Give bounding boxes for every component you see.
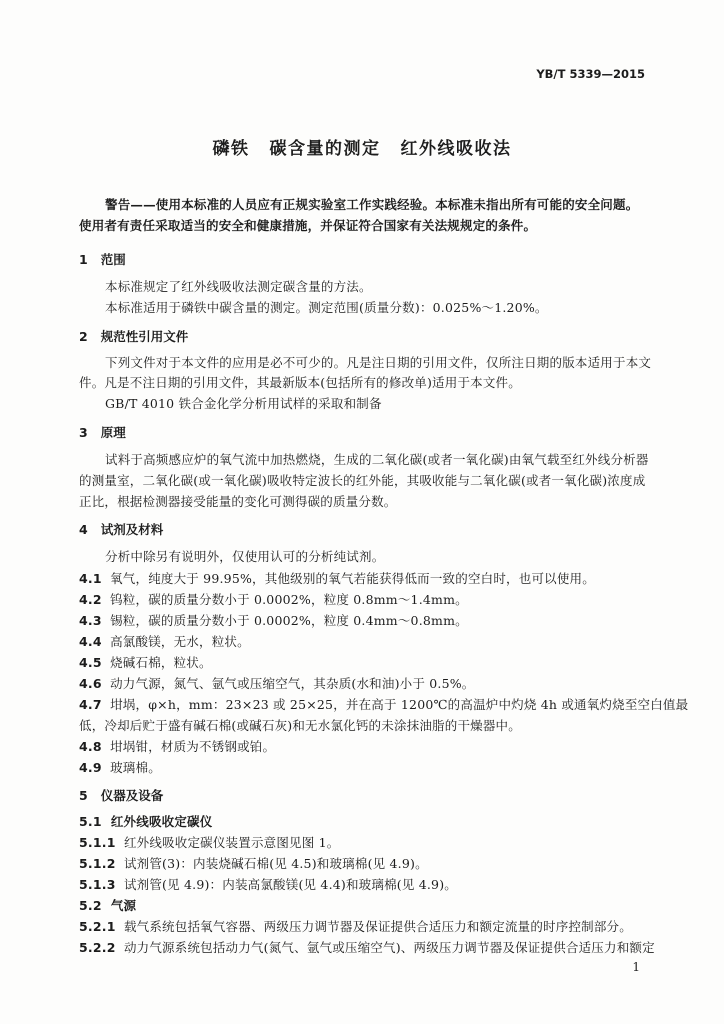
list-item-continuation: 低，冷却后贮于盛有碱石棉(或碱石灰)和无水氯化钙的未涂抹油脂的干燥器中。 (79, 718, 521, 733)
list-item (79, 917, 632, 935)
item-number: 4.8 (79, 739, 102, 754)
page-number: 1 (632, 960, 640, 974)
section-2-paragraph-line-2: 件。凡是不注日期的引用文件，其最新版本(包括所有的修改单)适用于本文件。 (79, 375, 521, 390)
list-item (79, 653, 212, 671)
section-1-number: 1 (79, 252, 88, 267)
list-item (79, 590, 468, 608)
item-number: 4.1 (79, 571, 102, 586)
item-text: 试剂管(见 4.9)：内装高氯酸镁(见 4.4)和玻璃棉(见 4.9)。 (123, 877, 457, 892)
item-number: 4.2 (79, 592, 102, 607)
subsection-title: 红外线吸收定碳仪 (110, 814, 213, 829)
subsection-number: 5.2 (79, 898, 102, 913)
normative-reference: GB/T 4010 铁合金化学分析用试样的采取和制备 (105, 396, 382, 411)
section-5-heading (79, 786, 163, 804)
item-text: 高氯酸镁，无水，粒状。 (110, 634, 250, 649)
item-text: 红外线吸收定碳仪装置示意图见图 1。 (123, 835, 340, 850)
item-number: 4.4 (79, 634, 102, 649)
section-4-number: 4 (79, 522, 88, 537)
section-1-title: 范围 (100, 252, 126, 267)
item-number: 4.3 (79, 613, 102, 628)
item-text: 玻璃棉。 (110, 760, 161, 775)
section-2-number: 2 (79, 329, 88, 344)
subsection-title: 气源 (110, 898, 137, 913)
item-text: 坩埚，φ×h，mm：23×23 或 25×25，并在高于 1200℃的高温炉中灼烧 4h 或通氧灼烧至空白值最 (110, 697, 689, 712)
list-item (79, 854, 428, 872)
item-text: 锡粒，碳的质量分数小于 0.0002%，粒度 0.4mm～0.8mm。 (110, 613, 468, 628)
subsection-heading (79, 896, 136, 914)
list-item (79, 611, 468, 629)
reagents-intro: 分析中除另有说明外，仅使用认可的分析纯试剂。 (105, 549, 385, 564)
item-number: 4.6 (79, 676, 102, 691)
section-4-heading (79, 520, 163, 538)
item-text: 氧气，纯度大于 99.95%，其他级别的氧气若能获得低而一致的空白时，也可以使用。 (110, 571, 595, 586)
principle-line-2: 的测量室，二氧化碳(或一氧化碳)吸收特定波长的红外能，其吸收能与二氧化碳(或者一氧化碳)浓度成 (79, 473, 646, 488)
section-2-title: 规范性引用文件 (100, 329, 189, 344)
subsection-heading (79, 812, 212, 830)
section-3-heading (79, 423, 126, 441)
section-3-number: 3 (79, 425, 88, 440)
list-item (79, 737, 275, 755)
list-item (79, 632, 250, 650)
list-item (79, 758, 161, 776)
section-1-paragraph-2: 本标准适用于磷铁中碳含量的测定。测定范围(质量分数)：0.025%～1.20%。 (105, 300, 548, 315)
list-item (79, 833, 339, 851)
list-item (79, 875, 457, 893)
section-2-heading (79, 327, 188, 345)
subsection-number: 5.1 (79, 814, 102, 829)
item-number: 5.1.1 (79, 835, 116, 850)
item-number: 5.1.2 (79, 856, 116, 871)
section-1-heading (79, 250, 126, 268)
item-number: 4.5 (79, 655, 102, 670)
item-number: 5.1.3 (79, 877, 116, 892)
section-5-number: 5 (79, 788, 88, 803)
item-text: 动力气源，氮气、氩气或压缩空气，其杂质(水和油)小于 0.5%。 (110, 676, 475, 691)
warning-line-2: 使用者有责任采取适当的安全和健康措施，并保证符合国家有关法规规定的条件。 (79, 218, 537, 233)
section-3-title: 原理 (100, 425, 126, 440)
list-item (79, 674, 475, 692)
item-text: 试剂管(3)：内装烧碱石棉(见 4.5)和玻璃棉(见 4.9)。 (123, 856, 428, 871)
item-text: 坩埚钳，材质为不锈钢或铂。 (110, 739, 276, 754)
item-number: 5.2.2 (79, 940, 116, 955)
principle-line-3: 正比，根据检测器接受能量的变化可测得碳的质量分数。 (79, 494, 397, 509)
section-1-paragraph-1: 本标准规定了红外线吸收法测定碳含量的方法。 (105, 279, 372, 294)
document-title (0, 134, 724, 159)
list-item (79, 695, 688, 713)
title-part-3: 红外线吸收法 (400, 139, 512, 159)
item-text: 载气系统包括氧气容器、两级压力调节器及保证提供合适压力和额定流量的时序控制部分。 (123, 919, 632, 934)
item-text: 烧碱石棉，粒状。 (110, 655, 212, 670)
item-number: 5.2.1 (79, 919, 116, 934)
list-item (79, 569, 595, 587)
section-5-title: 仪器及设备 (100, 788, 164, 803)
principle-line-1: 试料于高频感应炉的氧气流中加热燃烧，生成的二氧化碳(或者一氧化碳)由氧气载至红外线分析器 (105, 452, 649, 467)
title-part-2: 碳含量的测定 (269, 139, 381, 159)
standard-number: YB/T 5339—2015 (536, 67, 645, 81)
item-text: 钨粒，碳的质量分数小于 0.0002%，粒度 0.8mm～1.4mm。 (110, 592, 468, 607)
warning-line-1: 警告——使用本标准的人员应有正规实验室工作实践经验。本标准未指出所有可能的安全问题。 (105, 197, 639, 212)
section-2-paragraph-line-1: 下列文件对于本文件的应用是必不可少的。凡是注日期的引用文件，仅所注日期的版本适用于本文 (105, 355, 652, 370)
item-text: 动力气源系统包括动力气(氮气、氩气或压缩空气)、两级压力调节器及保证提供合适压力和额定 (123, 940, 655, 955)
item-number: 4.9 (79, 760, 102, 775)
title-part-1: 磷铁 (212, 139, 250, 159)
section-4-title: 试剂及材料 (100, 522, 164, 537)
list-item (79, 938, 655, 956)
item-number: 4.7 (79, 697, 102, 712)
